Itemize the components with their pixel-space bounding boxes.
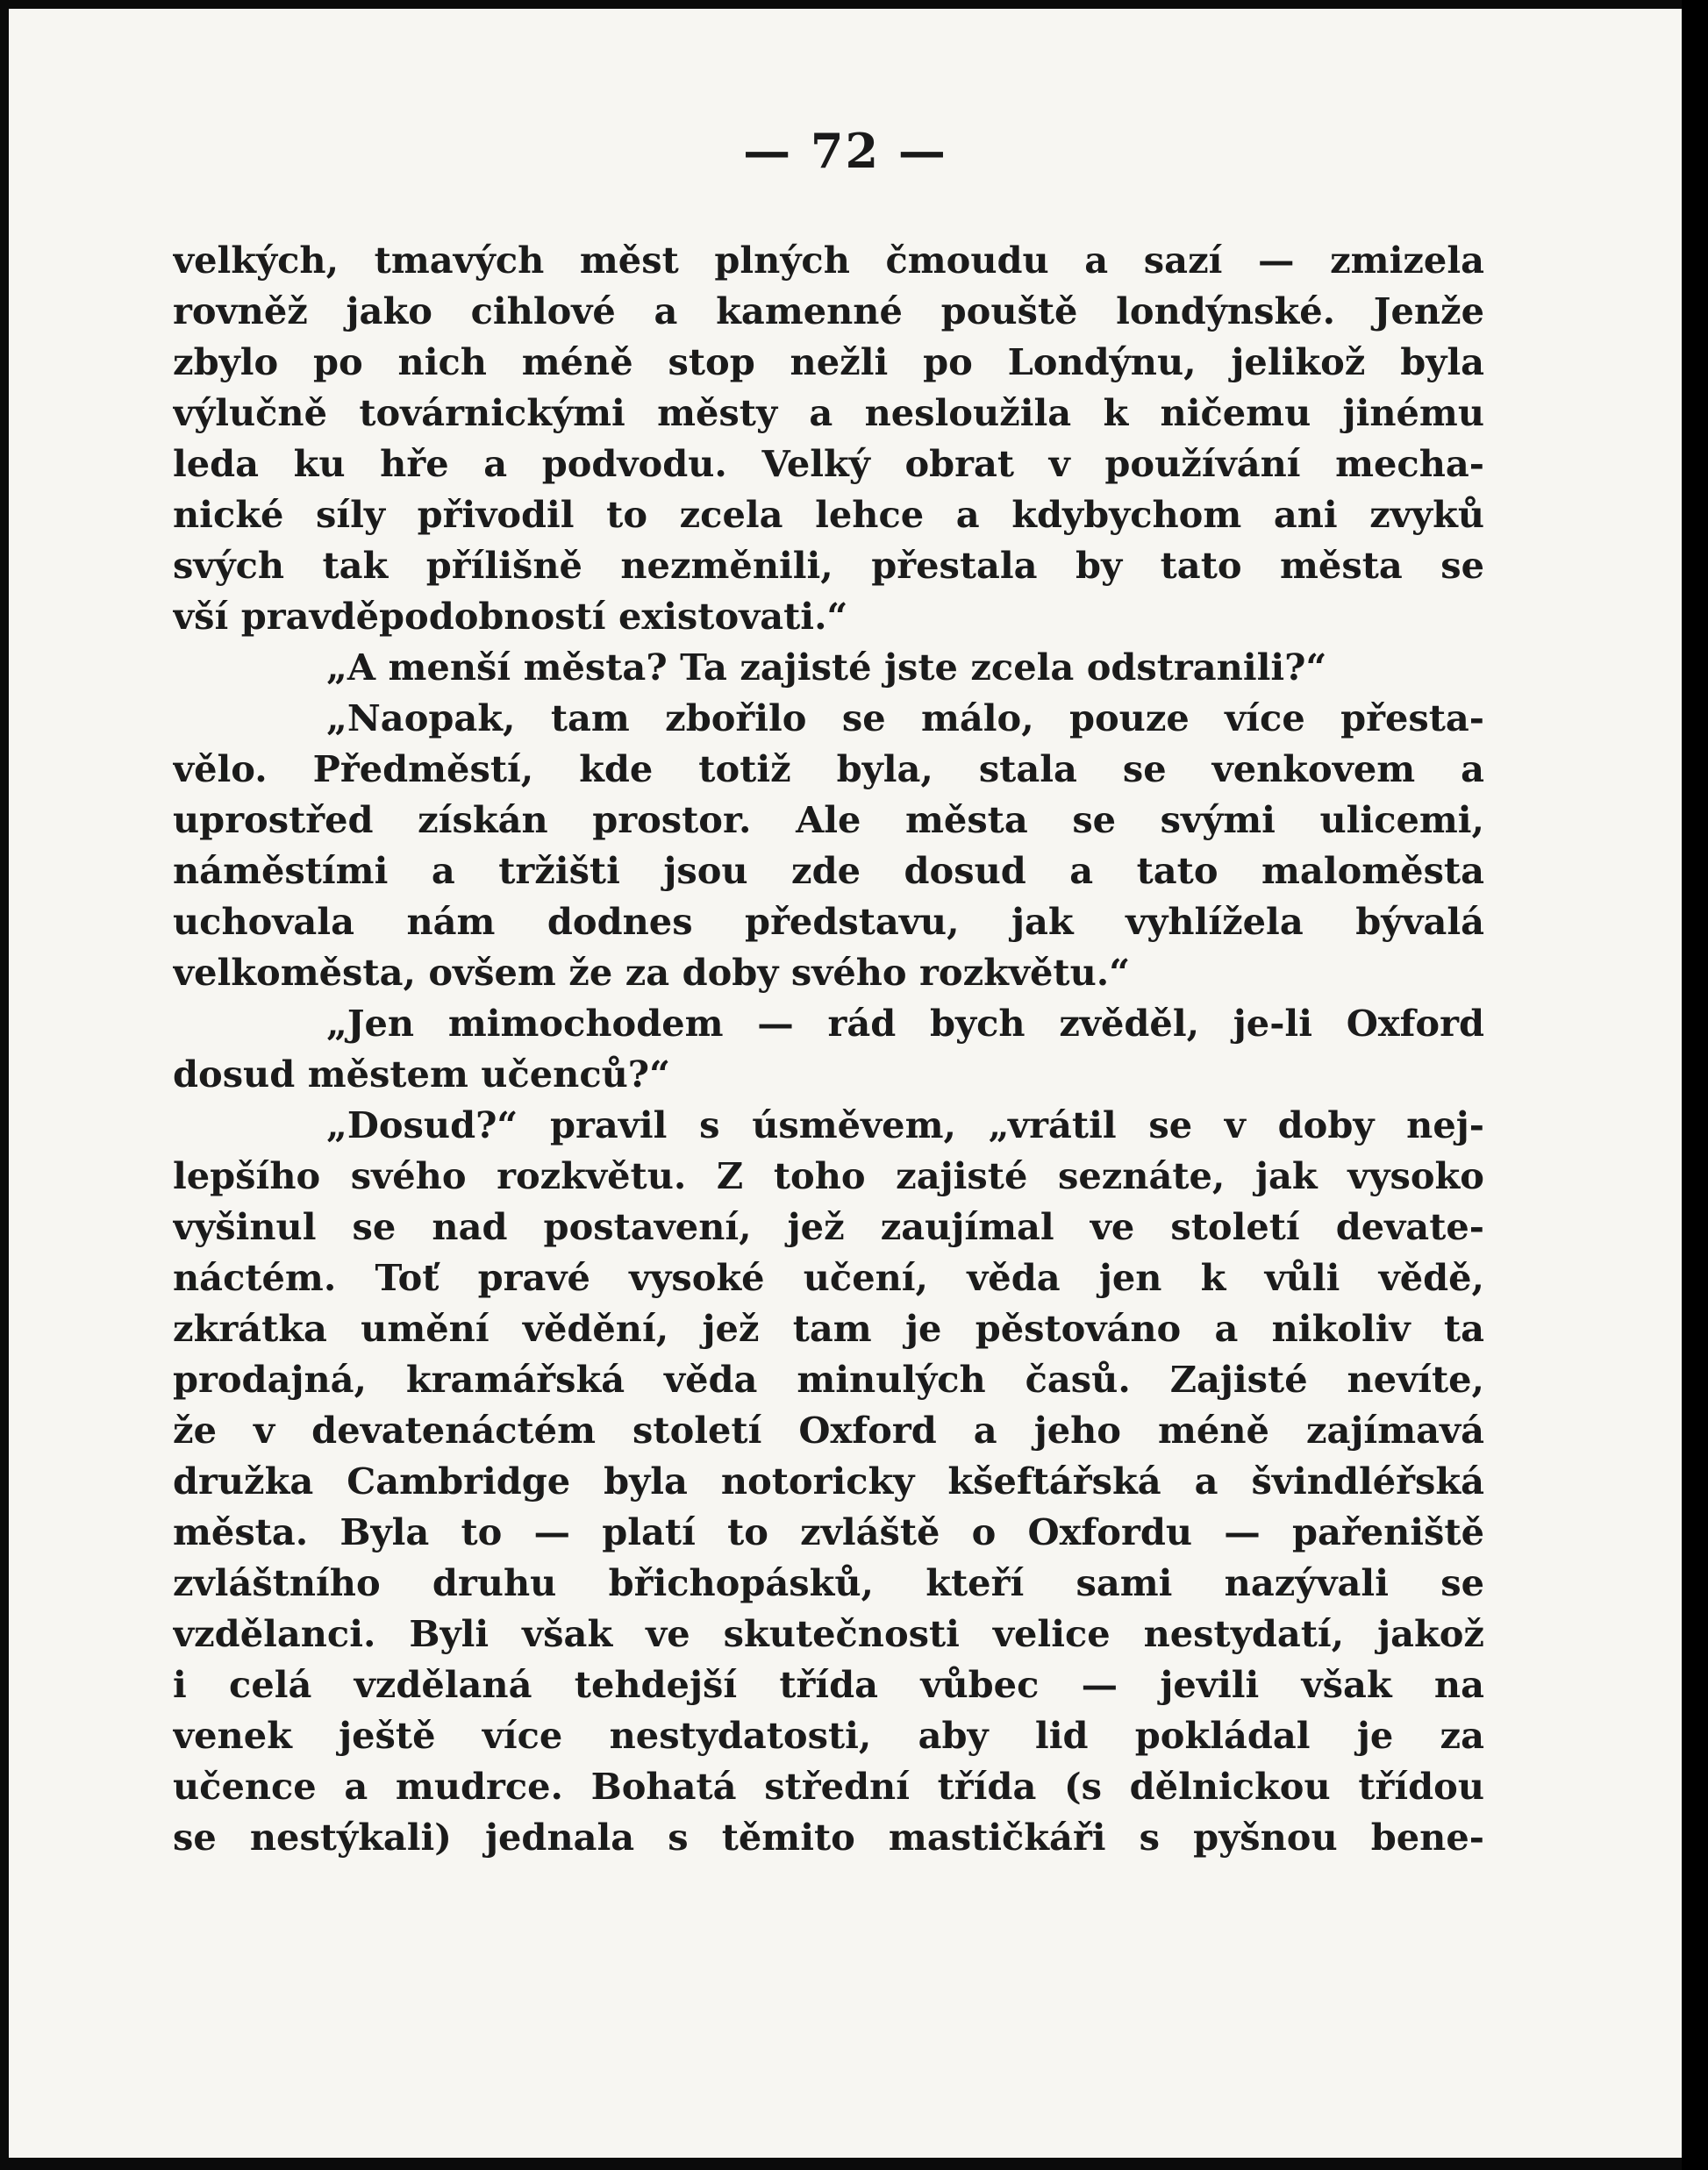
text-line: rovněž jako cihlové a kamenné pouště londýnské. Jenže [173,289,1484,332]
text-line: velkých, tmavých měst plných čmoudu a sazí — zmizela [173,239,1484,282]
text-line: prodajná, kramářská věda minulých časů. Zajisté nevíte, [173,1358,1484,1401]
text-line: náctém. Toť pravé vysoké učení, věda jen k vůli vědě, [173,1256,1484,1299]
text-line: výlučně továrnickými městy a nesloužila k ničemu jinému [173,391,1484,434]
text-line: vzdělanci. Byli však ve skutečnosti velice nestydatí, jakož [173,1612,1484,1655]
text-line: venek ještě více nestydatosti, aby lid pokládal je za [173,1714,1484,1757]
text-line: družka Cambridge byla notoricky kšeftářská a švindléřská [173,1460,1484,1503]
text-line: „Naopak, tam zbořilo se málo, pouze více přesta- [326,696,1484,739]
text-line: dosud městem učenců?“ [173,1053,670,1096]
text-line: i celá vzdělaná tehdejší třída vůbec — jevili však na [173,1663,1484,1706]
book-page [9,9,1682,2158]
text-line: města. Byla to — platí to zvláště o Oxfordu — pařeniště [173,1510,1484,1553]
text-line: vší pravděpodobností existovati.“ [173,595,848,638]
text-line: zbylo po nich méně stop nežli po Londýnu, jelikož byla [173,340,1484,383]
text-line: svých tak přílišně nezměnili, přestala by tato města se [173,544,1484,587]
text-line: učence a mudrce. Bohatá střední třída (s dělnickou třídou [173,1765,1484,1808]
text-line: lepšího svého rozkvětu. Z toho zajisté seznáte, jak vysoko [173,1154,1484,1197]
text-line: nické síly přivodil to zcela lehce a kdybychom ani zvyků [173,493,1484,536]
text-line: vělo. Předměstí, kde totiž byla, stala se venkovem a [173,747,1484,790]
text-line: „Jen mimochodem — rád bych zvěděl, je-li Oxford [326,1002,1484,1045]
text-line: vyšinul se nad postavení, jež zaujímal ve století devate- [173,1205,1484,1248]
page-edge [1682,0,1708,2170]
text-line: leda ku hře a podvodu. Velký obrat v používání mecha- [173,442,1484,485]
text-line: náměstími a tržišti jsou zde dosud a tato maloměsta [173,849,1484,892]
text-line: uchovala nám dodnes představu, jak vyhlížela bývalá [173,900,1484,943]
text-line: že v devatenáctém století Oxford a jeho méně zajímavá [173,1409,1484,1452]
text-line: velkoměsta, ovšem že za doby svého rozkvětu.“ [173,951,1131,994]
body-text [173,235,1484,1863]
text-line: se nestýkali) jednala s těmito mastičkáři s pyšnou bene- [173,1816,1484,1859]
text-line: zvláštního druhu břichopásků, kteří sami nazývali se [173,1561,1484,1604]
text-line: zkrátka umění vědění, jež tam je pěstováno a nikoliv ta [173,1307,1484,1350]
text-line: uprostřed získán prostor. Ale města se svými ulicemi, [173,798,1484,841]
page-number: — 72 — [743,123,947,179]
text-line: „Dosud?“ pravil s úsměvem, „vrátil se v doby nej- [326,1103,1484,1146]
text-line: „A menší města? Ta zajisté jste zcela odstranili?“ [326,646,1327,689]
